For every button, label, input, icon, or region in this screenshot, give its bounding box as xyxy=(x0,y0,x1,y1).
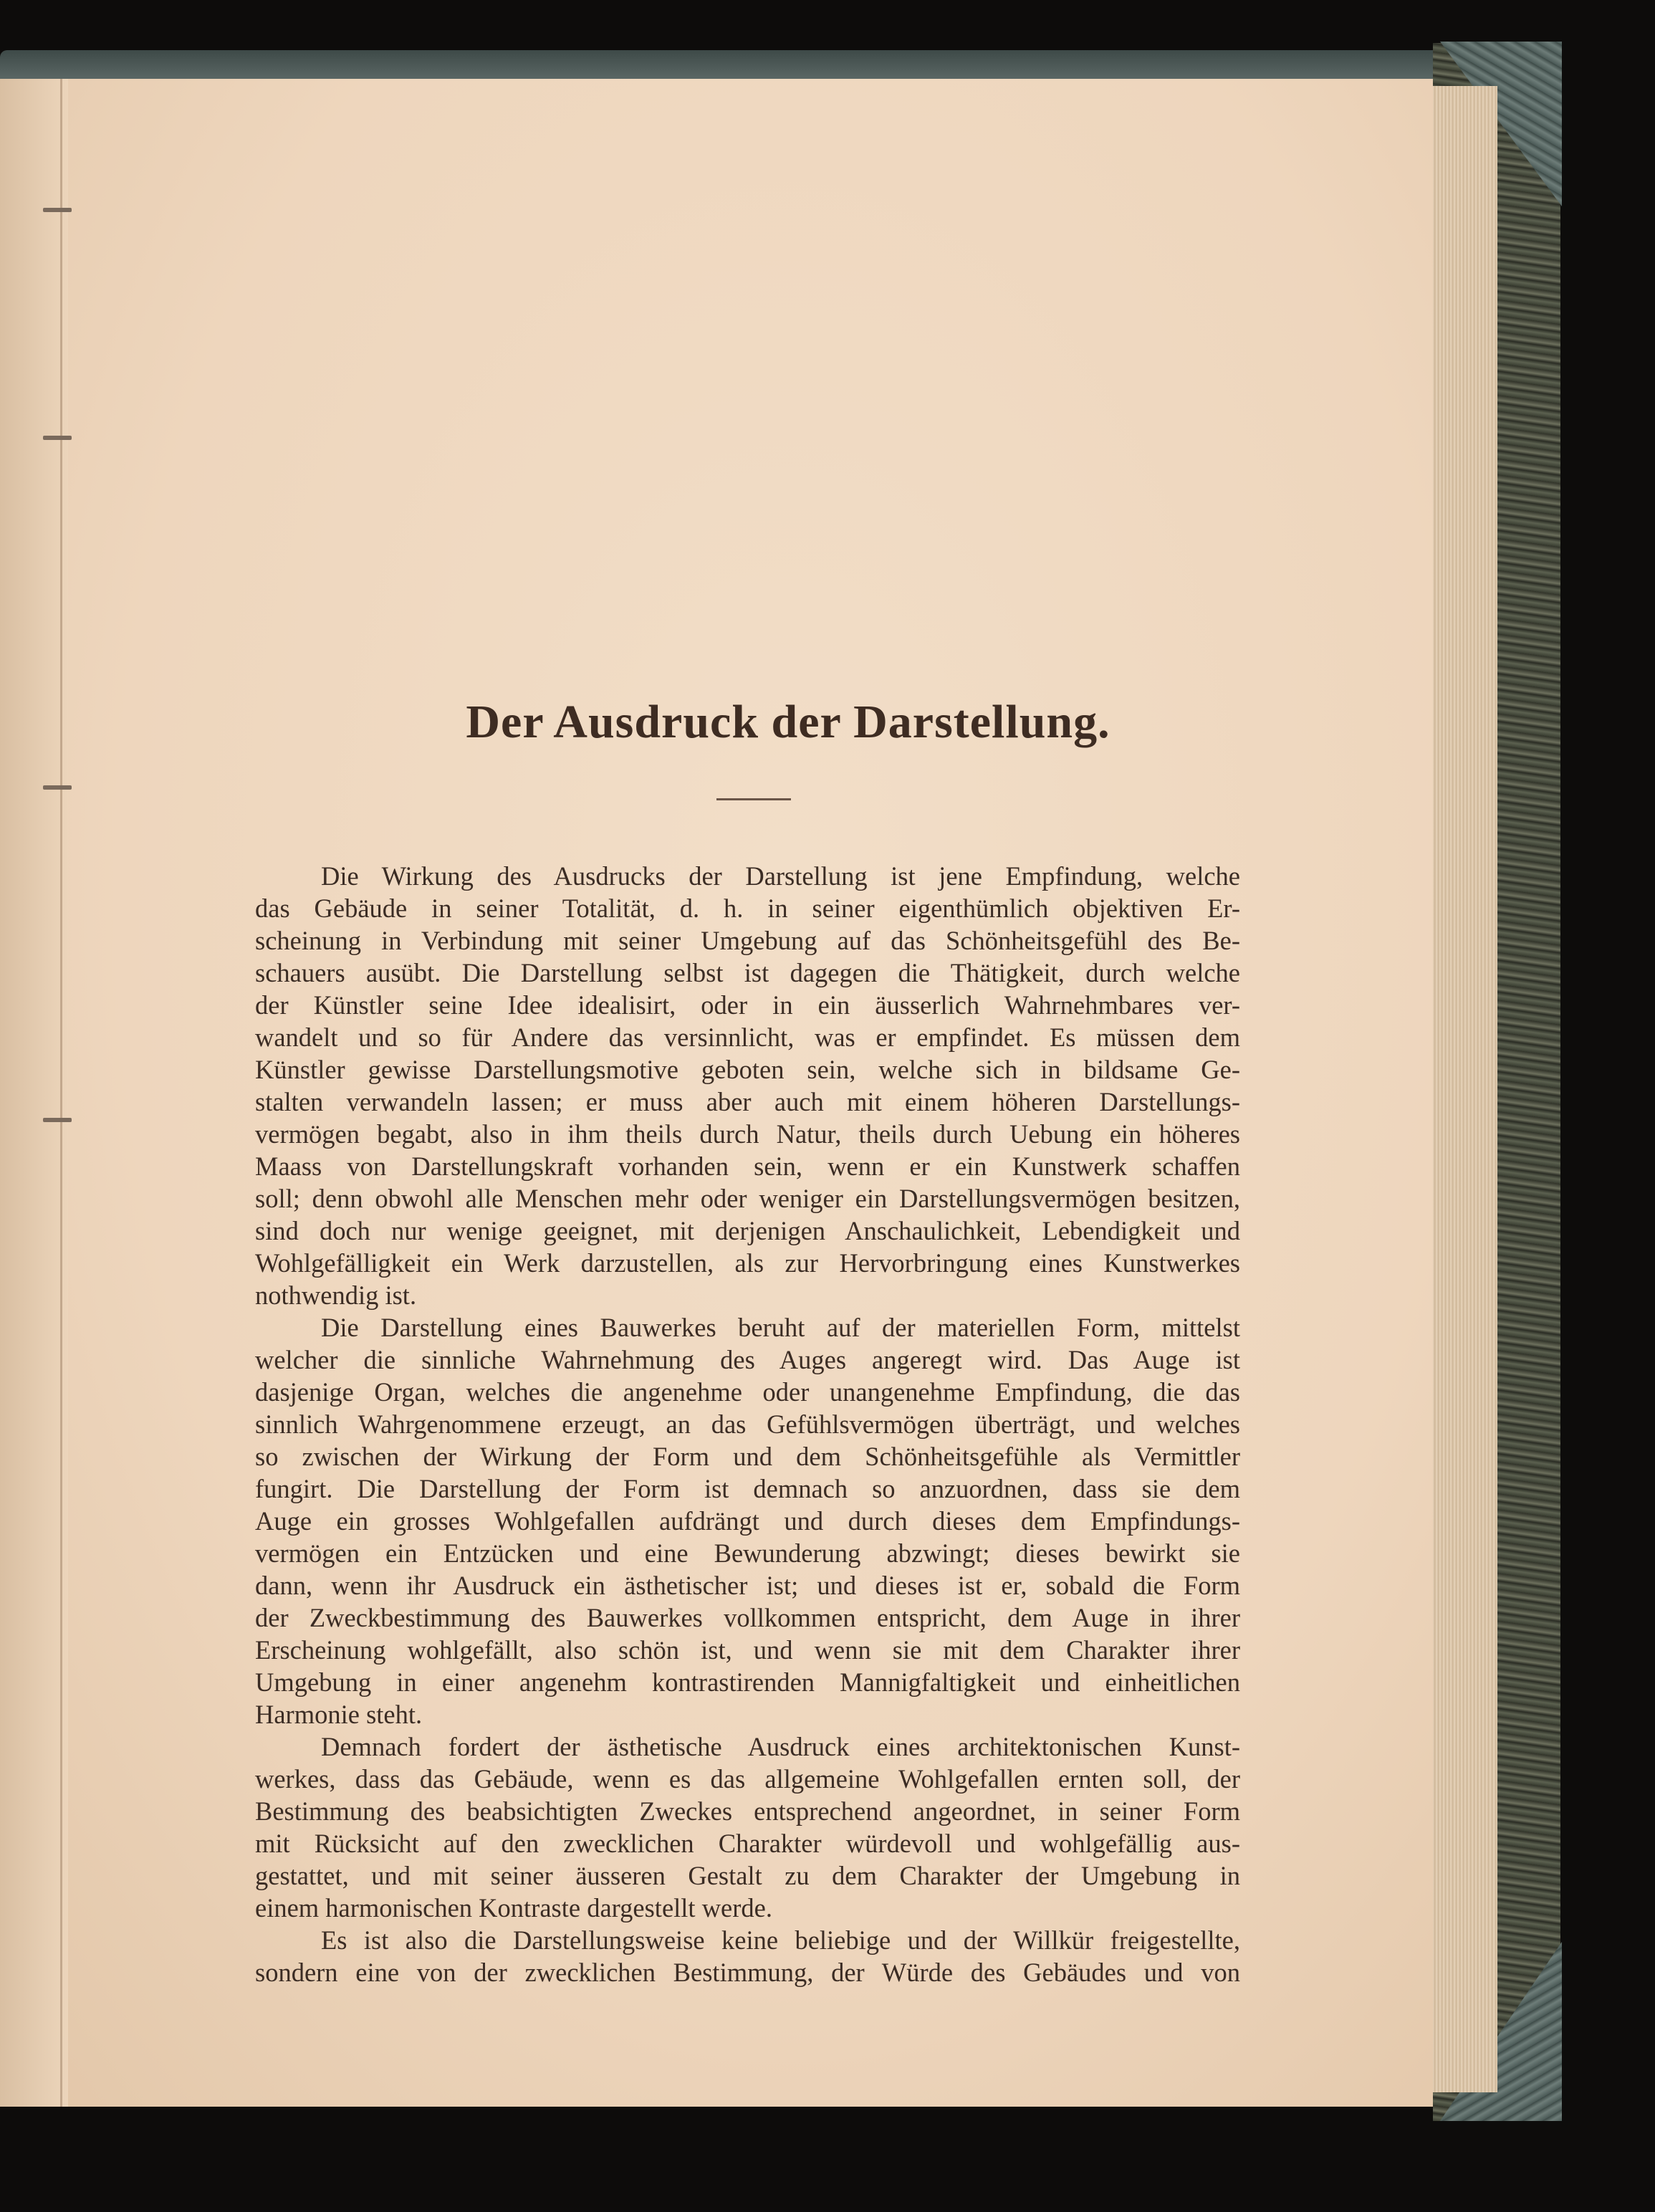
text-line: Umgebung in einer angenehm kontrastirenden Mannigfaltigkeit und einheitlichen xyxy=(255,1667,1240,1697)
text-line: mit Rücksicht auf den zwecklichen Charakter würdevoll und wohlgefällig aus- xyxy=(255,1829,1240,1858)
binding-stitch xyxy=(43,208,72,212)
text-line: Auge ein grosses Wohlgefallen aufdrängt und durch dieses dem Empfindungs- xyxy=(255,1506,1240,1536)
text-line: das Gebäude in seiner Totalität, d. h. in seiner eigenthümlich objektiven Er- xyxy=(255,894,1240,923)
text-line: scheinung in Verbindung mit seiner Umgebung auf das Schönheitsgefühl des Be- xyxy=(255,926,1240,955)
text-line: Demnach fordert der ästhetische Ausdruck eines architektonischen Kunst- xyxy=(321,1732,1240,1761)
text-line: sondern eine von der zwecklichen Bestimmung, der Würde des Gebäudes und von xyxy=(255,1958,1240,1987)
text-line: vermögen begabt, also in ihm theils durch Natur, theils durch Uebung ein höheres xyxy=(255,1119,1240,1149)
book-cover-top xyxy=(0,50,1476,79)
text-line: Die Wirkung des Ausdrucks der Darstellung ist jene Empfindung, welche xyxy=(321,861,1240,891)
title-rule xyxy=(716,798,791,800)
text-line: stalten verwandeln lassen; er muss aber auch mit einem höheren Darstellungs- xyxy=(255,1087,1240,1116)
text-line: dann, wenn ihr Ausdruck ein ästhetischer ist; und dieses ist er, sobald die Form xyxy=(255,1571,1240,1600)
binding-stitch xyxy=(43,436,72,440)
text-line: wandelt und so für Andere das versinnlicht, was er empfindet. Es müssen dem xyxy=(255,1023,1240,1052)
text-line: so zwischen der Wirkung der Form und dem Schönheitsgefühle als Vermittler xyxy=(255,1442,1240,1471)
text-line: soll; denn obwohl alle Menschen mehr oder weniger ein Darstellungsvermögen besitzen, xyxy=(255,1184,1240,1213)
text-line: Bestimmung des beabsichtigten Zweckes entsprechend angeordnet, in seiner Form xyxy=(255,1796,1240,1826)
text-line: der Künstler seine Idee idealisirt, oder in ein äusserlich Wahrnehmbares ver- xyxy=(255,990,1240,1020)
text-line: Die Darstellung eines Bauwerkes beruht auf der materiellen Form, mittelst xyxy=(321,1313,1240,1342)
text-line: der Zweckbestimmung des Bauwerkes vollkommen entspricht, dem Auge in ihrer xyxy=(255,1603,1240,1632)
text-line: vermögen ein Entzücken und eine Bewunderung abzwingt; dieses bewirkt sie xyxy=(255,1538,1240,1568)
binding-stitch xyxy=(43,785,72,790)
text-line: einem harmonischen Kontraste dargestellt werde. xyxy=(255,1893,772,1923)
text-line: gestattet, und mit seiner äusseren Gestalt zu dem Charakter der Umgebung in xyxy=(255,1861,1240,1890)
text-line: sind doch nur wenige geeignet, mit derjenigen Anschaulichkeit, Lebendigkeit und xyxy=(255,1216,1240,1245)
text-line: Wohlgefälligkeit ein Werk darzustellen, als zur Hervorbringung eines Kunstwerkes xyxy=(255,1248,1240,1278)
chapter-title: Der Ausdruck der Darstellung. xyxy=(466,696,1110,748)
body-text xyxy=(255,860,1240,1988)
page-gutter xyxy=(0,79,68,2107)
text-line: Maass von Darstellungskraft vorhanden sein, wenn er ein Kunstwerk schaffen xyxy=(255,1152,1240,1181)
text-line: Künstler gewisse Darstellungsmotive geboten sein, welche sich in bildsame Ge- xyxy=(255,1055,1240,1084)
text-line: Erscheinung wohlgefällt, also schön ist, und wenn sie mit dem Charakter ihrer xyxy=(255,1635,1240,1665)
text-line: werkes, dass das Gebäude, wenn es das allgemeine Wohlgefallen ernten soll, der xyxy=(255,1764,1240,1794)
text-line: fungirt. Die Darstellung der Form ist demnach so anzuordnen, dass sie dem xyxy=(255,1474,1240,1503)
text-line: dasjenige Organ, welches die angenehme oder unangenehme Empfindung, die das xyxy=(255,1377,1240,1407)
binding-stitch xyxy=(43,1118,72,1122)
text-line: schauers ausübt. Die Darstellung selbst ist dagegen die Thätigkeit, durch welche xyxy=(255,958,1240,987)
text-line: welcher die sinnliche Wahrnehmung des Auges angeregt wird. Das Auge ist xyxy=(255,1345,1240,1374)
text-line: Harmonie steht. xyxy=(255,1700,423,1729)
text-line: sinnlich Wahrgenommene erzeugt, an das Gefühlsvermögen überträgt, und welches xyxy=(255,1409,1240,1439)
text-line: Es ist also die Darstellungsweise keine beliebige und der Willkür freigestellte, xyxy=(321,1925,1240,1955)
gutter-line xyxy=(60,79,62,2107)
text-line: nothwendig ist. xyxy=(255,1280,417,1310)
